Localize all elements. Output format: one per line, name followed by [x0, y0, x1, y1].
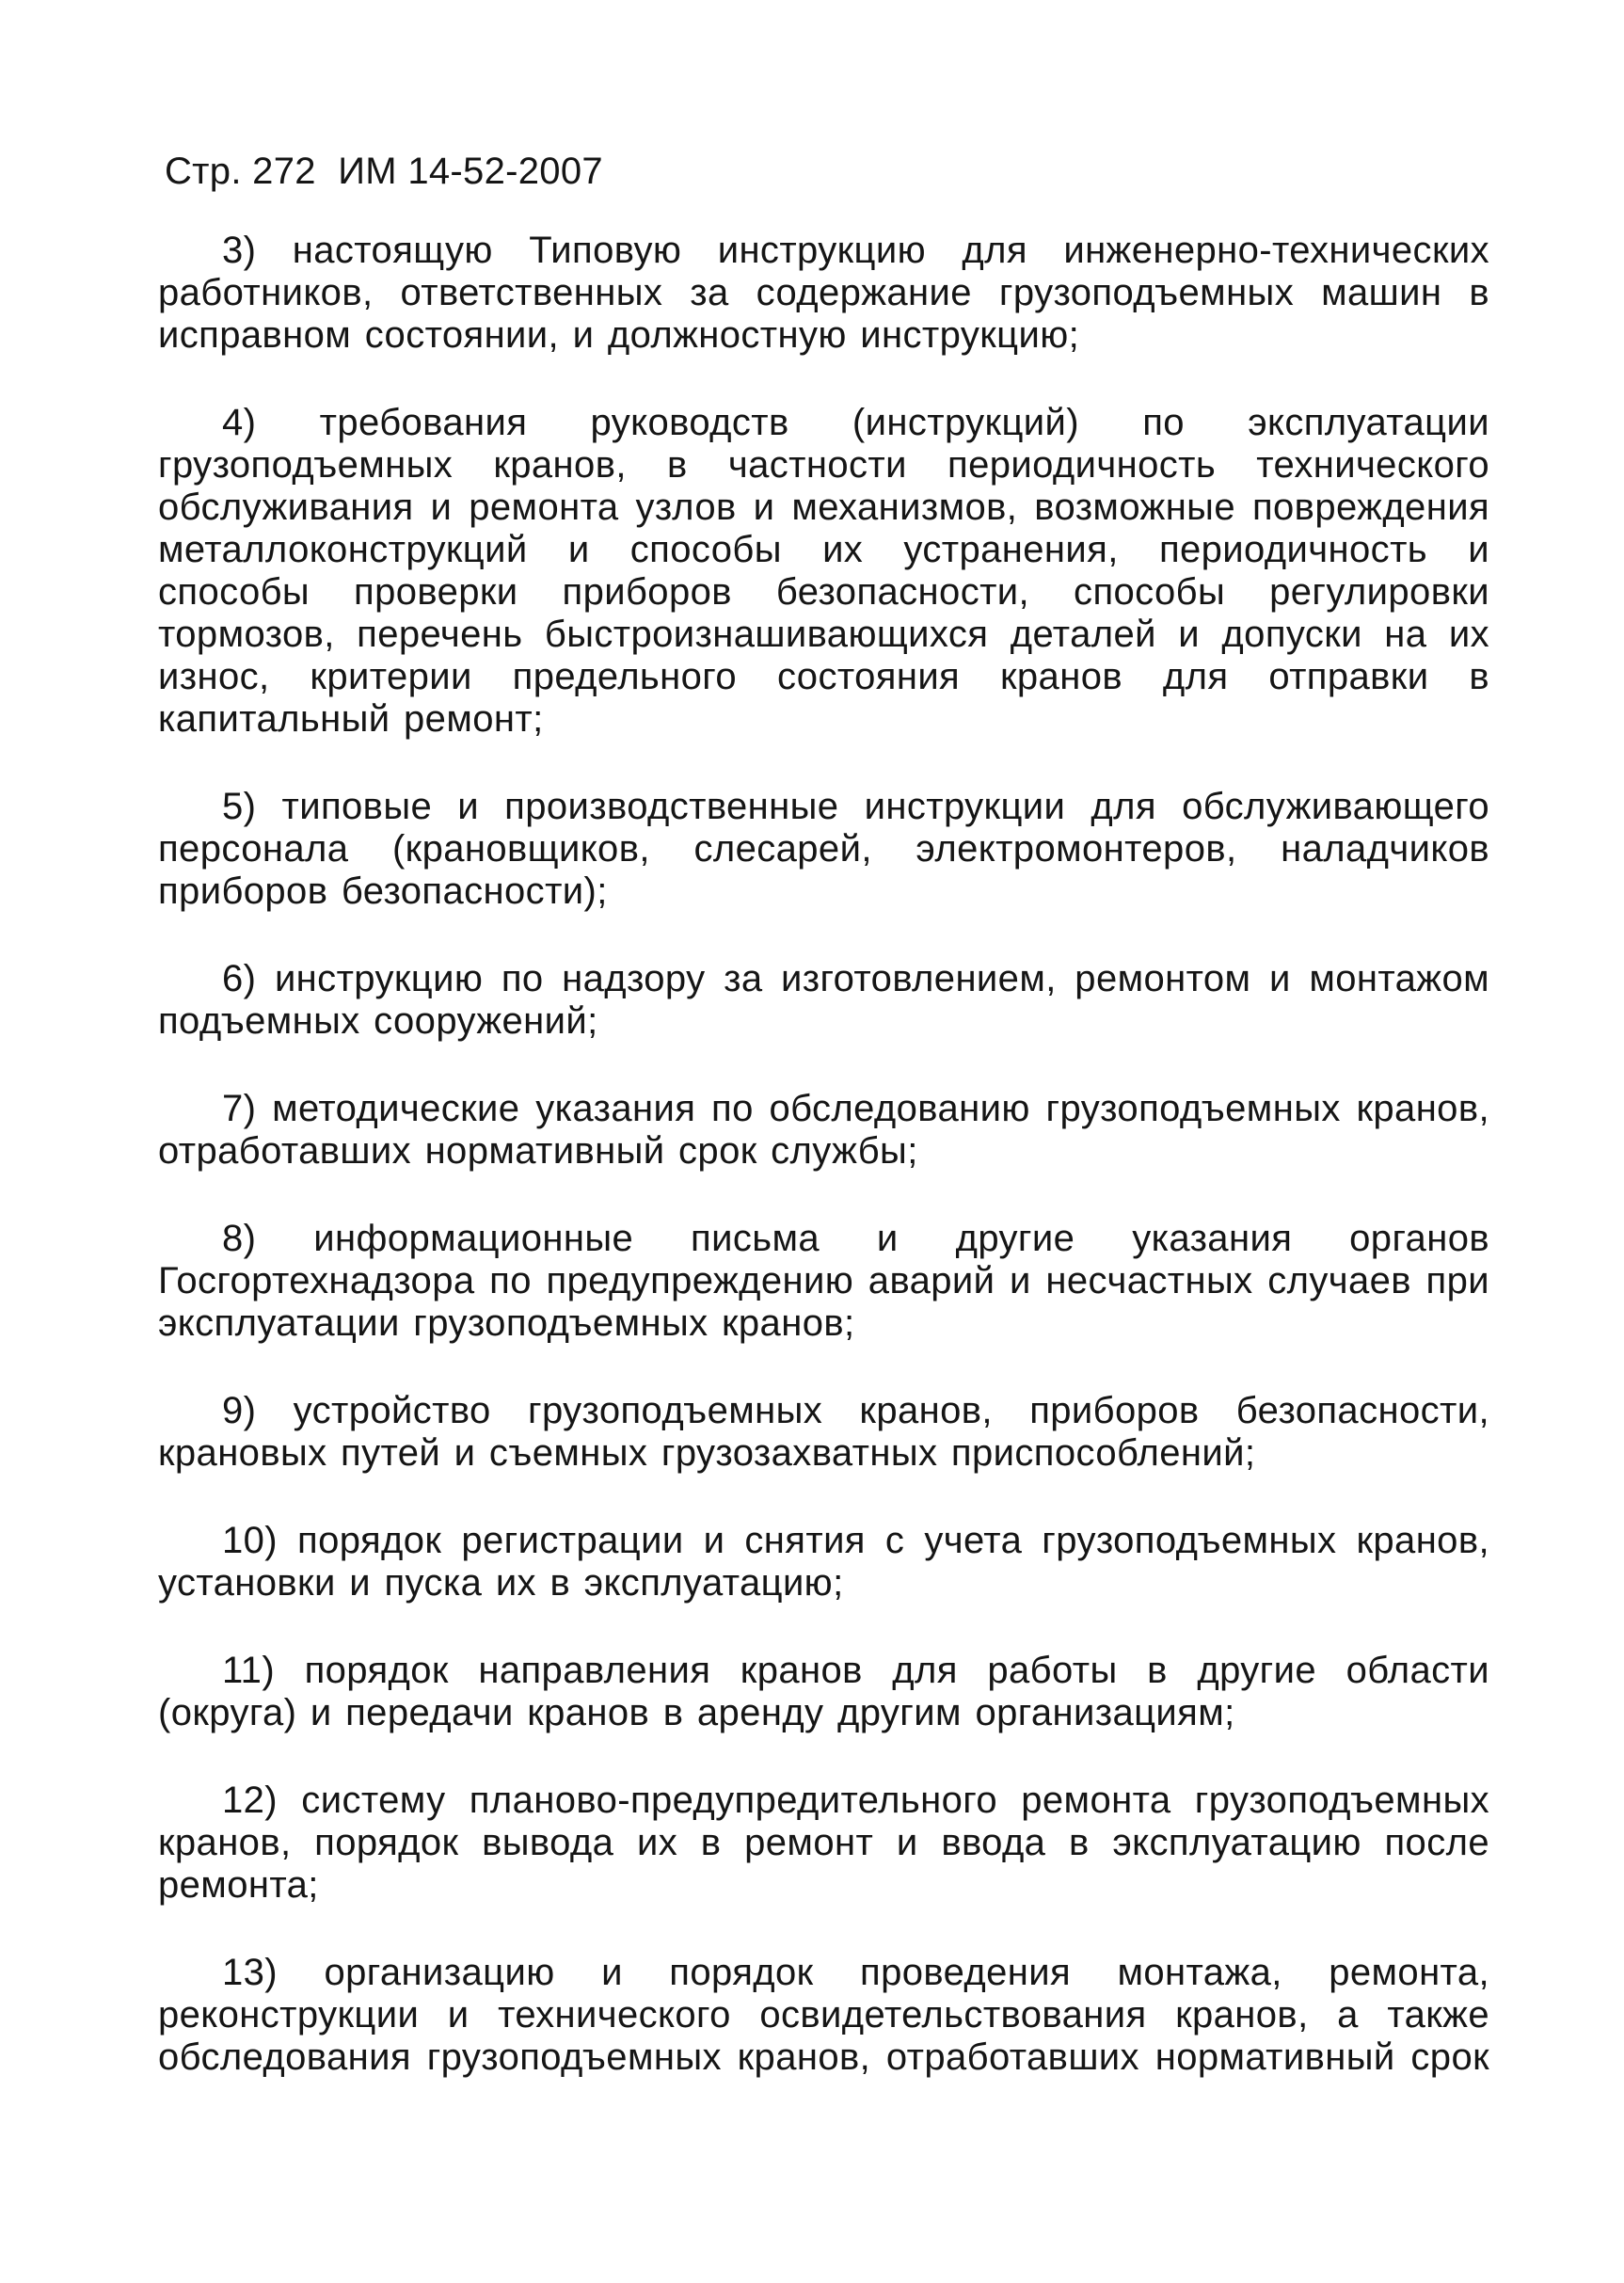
list-item-8: 8) информационные письма и другие указания органов Госгортехнадзора по предупреждению аварий и несчастных случаев при эксплуатации грузоподъемных кранов;: [158, 1218, 1489, 1344]
list-item-13: 13) организацию и порядок проведения монтажа, ремонта, реконструкции и технического освидетельствования кранов, а также обследования грузоподъемных кранов, отработавших нормативный срок: [158, 1952, 1489, 2078]
document-body: [158, 230, 1489, 2079]
list-item-3: 3) настоящую Типовую инструкцию для инженерно-технических работников, ответственных за содержание грузоподъемных машин в исправном состоянии, и должностную инструкцию;: [158, 230, 1489, 356]
list-item-6: 6) инструкцию по надзору за изготовлением, ремонтом и монтажом подъемных сооружений;: [158, 958, 1489, 1042]
page-number: Стр. 272: [165, 151, 316, 192]
list-item-4: 4) требования руководств (инструкций) по эксплуатации грузоподъемных кранов, в частности периодичность технического обслуживания и ремонта узлов и механизмов, возможные повреждения металлоконструкций и способы их устранения, периодичность и способы проверки приборов безопасности, способы регулировки тормозов, перечень быстроизнашивающихся деталей и допуски на их износ, критерии предельного состояния кранов для отправки в капитальный ремонт;: [158, 402, 1489, 740]
list-item-9: 9) устройство грузоподъемных кранов, приборов безопасности, крановых путей и съемных грузозахватных приспособлений;: [158, 1390, 1489, 1474]
list-item-7: 7) методические указания по обследованию грузоподъемных кранов, отработавших нормативный срок службы;: [158, 1088, 1489, 1172]
list-item-10: 10) порядок регистрации и снятия с учета грузоподъемных кранов, установки и пуска их в эксплуатацию;: [158, 1520, 1489, 1604]
list-item-11: 11) порядок направления кранов для работы в другие области (округа) и передачи кранов в аренду другим организациям;: [158, 1650, 1489, 1733]
document-code: ИМ 14-52-2007: [338, 151, 603, 192]
page-header: [165, 149, 614, 194]
list-item-5: 5) типовые и производственные инструкции для обслуживающего персонала (крановщиков, слесарей, электромонтеров, наладчиков приборов безопасности);: [158, 786, 1489, 912]
list-item-12: 12) систему планово-предупредительного ремонта грузоподъемных кранов, порядок вывода их в ремонт и ввода в эксплуатацию после ремонта;: [158, 1780, 1489, 1906]
